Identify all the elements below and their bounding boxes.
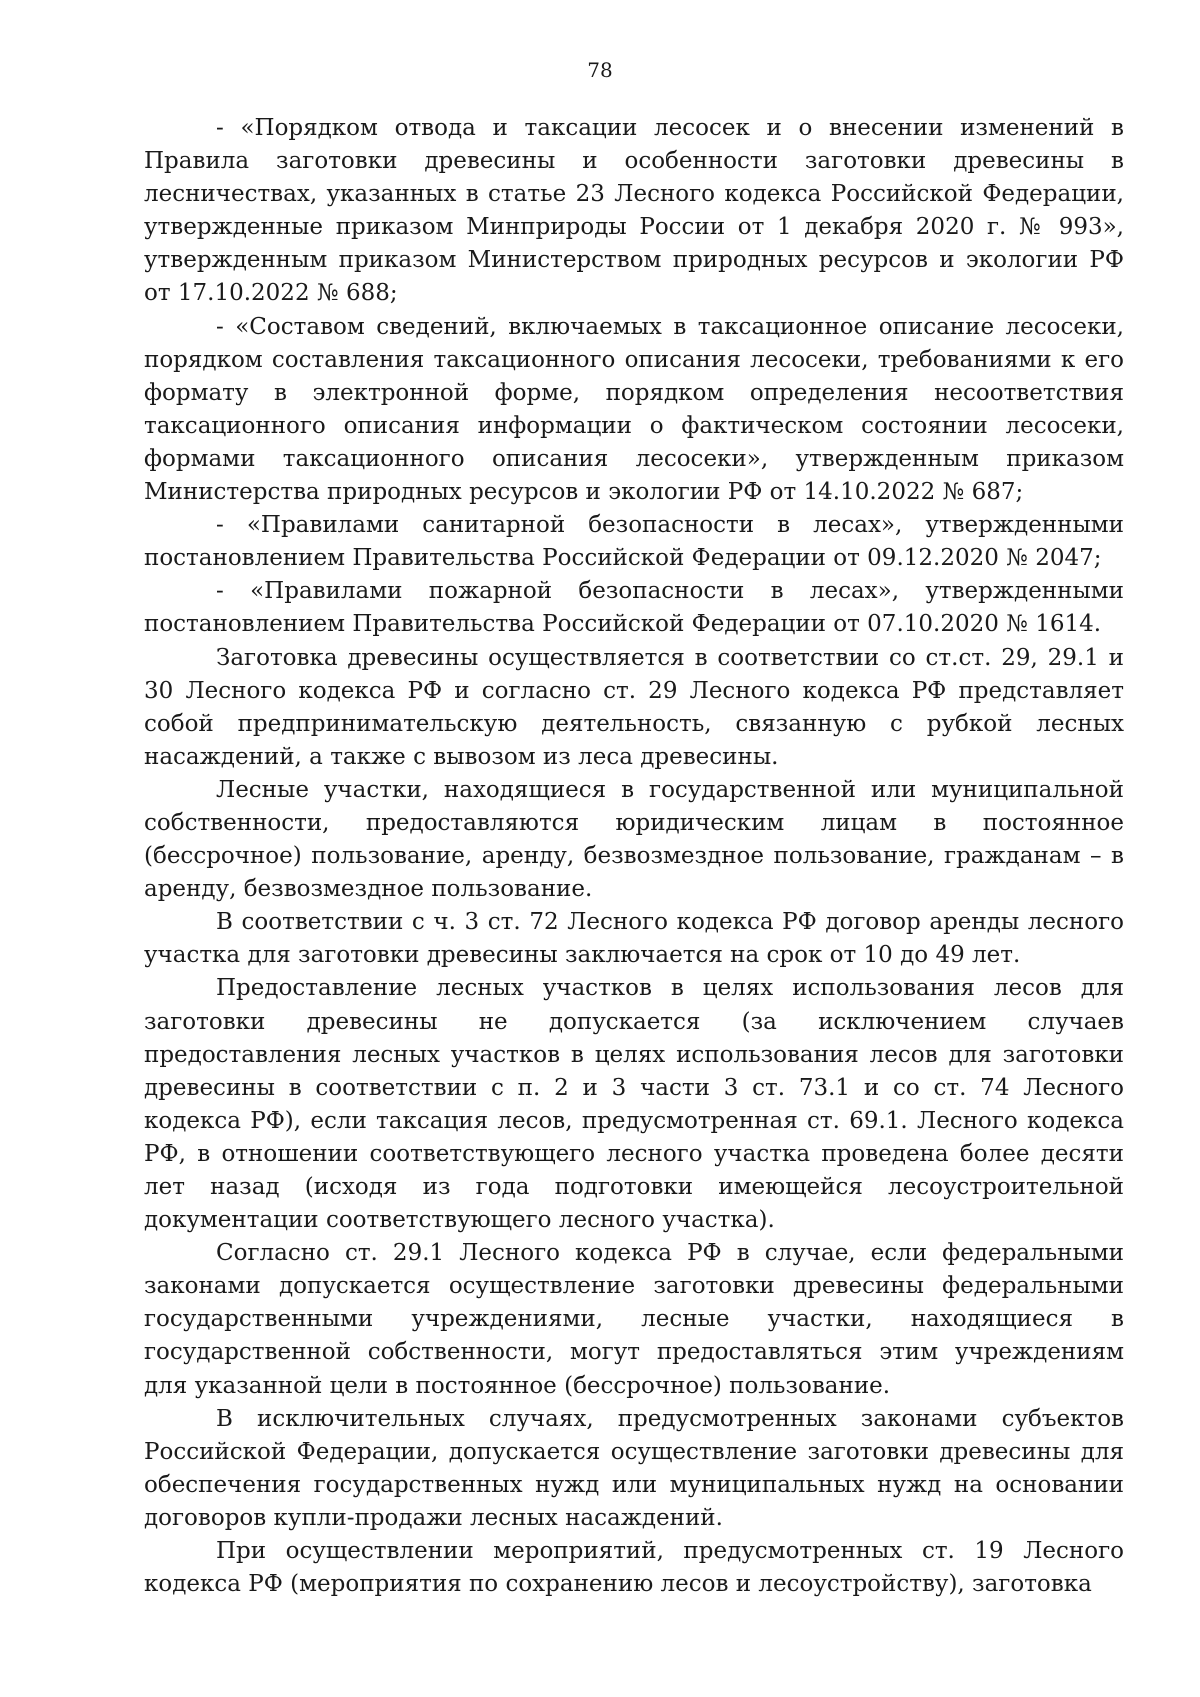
paragraph-5: Заготовка древесины осуществляется в соответствии со ст.ст. 29, 29.1 и 30 Лесного кодекса РФ и согласно ст. 29 Лесного кодекса РФ представляет собой предпринимательскую деятельность, связанную с рубкой лесных насаждений, а также с вывозом из леса древесины. <box>144 644 1124 770</box>
paragraph-9: Согласно ст. 29.1 Лесного кодекса РФ в случае, если федеральными законами допускается осуществление заготовки древесины федеральными государственными учреждениями, лесные участки, находящиеся в государственной собственности, могут предоставляться этим учреждениям для указанной цели в постоянное (бессрочное) пользование. <box>144 1240 1124 1399</box>
document-body <box>144 112 1124 1601</box>
paragraph-4: - «Правилами пожарной безопасности в лесах», утвержденными постановлением Правительства Российской Федерации от 07.10.2020 № 1614. <box>144 578 1124 638</box>
paragraph-11: При осуществлении мероприятий, предусмотренных ст. 19 Лесного кодекса РФ (мероприятия по сохранению лесов и лесоустройству), заготовка <box>144 1538 1124 1598</box>
page-number: 78 <box>587 58 613 82</box>
paragraph-10: В исключительных случаях, предусмотренных законами субъектов Российской Федерации, допускается осуществление заготовки древесины для обеспечения государственных нужд или муниципальных нужд на основании договоров купли-продажи лесных насаждений. <box>144 1405 1124 1531</box>
paragraph-7: В соответствии с ч. 3 ст. 72 Лесного кодекса РФ договор аренды лесного участка для заготовки древесины заключается на срок от 10 до 49 лет. <box>144 909 1124 969</box>
paragraph-1: - «Порядком отвода и таксации лесосек и о внесении изменений в Правила заготовки древесины и особенности заготовки древесины в лесничествах, указанных в статье 23 Лесного кодекса Российской Федерации, утвержденные приказом Минприроды России от 1 декабря 2020 г. № 993», утвержденным приказом Министерством природных ресурсов и экологии РФ от 17.10.2022 № 688; <box>144 115 1124 307</box>
paragraph-2: - «Составом сведений, включаемых в таксационное описание лесосеки, порядком составления таксационного описания лесосеки, требованиями к его формату в электронной форме, порядком определения несоответствия таксационного описания информации о фактическом состоянии лесосеки, формами таксационного описания лесосеки», утвержденным приказом Министерства природных ресурсов и экологии РФ от 14.10.2022 № 687; <box>144 313 1124 506</box>
paragraph-8: Предоставление лесных участков в целях использования лесов для заготовки древесины не допускается (за исключением случаев предоставления лесных участков в целях использования лесов для заготовки древесины в соответствии с п. 2 и 3 части 3 ст. 73.1 и со ст. 74 Лесного кодекса РФ), если таксация лесов, предусмотренная ст. 69.1. Лесного кодекса РФ, в отношении соответствующего лесного участка проведена более десяти лет назад (исходя из года подготовки имеющейся лесоустроительной документации соответствующего лесного участка). <box>144 975 1124 1234</box>
paragraph-6: Лесные участки, находящиеся в государственной или муниципальной собственности, предоставляются юридическим лицам в постоянное (бессрочное) пользование, аренду, безвозмездное пользование, гражданам – в аренду, безвозмездное пользование. <box>144 776 1124 903</box>
paragraph-3: - «Правилами санитарной безопасности в лесах», утвержденными постановлением Правительства Российской Федерации от 09.12.2020 № 2047; <box>144 512 1124 572</box>
